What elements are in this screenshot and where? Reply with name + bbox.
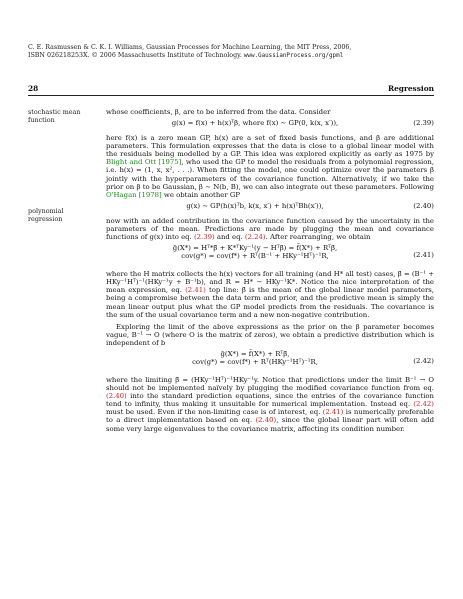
equation-2-42 [106,350,434,374]
margin-note-stochastic-mean: stochastic mean function [28,108,81,124]
equation-2-41-row-2: cov(g*) = cov(f*) + Rᵀ(B⁻¹ + HKy⁻¹Hᵀ)⁻¹R, [181,252,329,261]
equation-2-41-row-1: ḡ(X*) = Hᵀ*β̄ + K*ᵀKy⁻¹(y − Hᵀβ̄) = f̄(X*) + Rᵀβ̄, [172,244,338,253]
ref-eq-2-39[interactable]: (2.39) [193,233,215,242]
section-title: Regression [387,84,434,93]
margin-note-polynomial-regression: polynomial regression [28,207,64,223]
equation-2-39-content: g(x) = f(x) + h(x)ᵀβ, where f(x) ∼ GP(0, k(x, x′)), [171,119,339,128]
paragraph-2-part-a: here f(x) is a zero mean GP, h(x) are a set of fixed basis functions, and β are additional parameters. This formulation expresses that the data is close to a global linear model with the residuals being modelled by a GP. This idea was explored explicitly as early as 1975 by [106,134,434,159]
main-text [106,108,434,433]
equation-2-42-number: (2.42) [413,356,434,365]
ref-eq-2-24[interactable]: (2.24) [244,233,266,242]
ref-eq-2-40-a[interactable]: (2.40) [106,392,127,401]
paragraph-4-part-b: top line: β̄ is the mean of the global linear model parameters, being a compromise between the data term and prior, and the predictive mean is simply the mean linear output plus what the GP model predicts from the residuals. The covariance is the sum of the usual covariance term and a new non-negative contribution. [106,286,434,319]
equation-2-40-content: g(x) ∼ GP(h(x)ᵀb, k(x, x′) + h(x)ᵀBh(x′)), [186,201,324,210]
equation-2-41 [106,244,434,268]
paragraph-6-part-a: where the limiting β̄ = (HKy⁻¹Hᵀ)⁻¹HKy⁻¹y. Notice that predictions under the limit B⁻¹ → O should not be implemented naïvely by plugging the modified covariance function from eq. [106,375,434,393]
paragraph-2 [106,134,434,199]
equation-2-41-number: (2.41) [413,251,434,260]
paragraph-1: whose coefficients, β, are to be inferred from the data. Consider [106,108,331,116]
equation-2-40 [106,202,434,215]
equation-2-42-row-1: ḡ(X*) = f̄(X*) + Rᵀβ̄, [220,349,290,358]
paragraph-3-part-c: . After rearranging, we obtain [265,233,371,242]
equation-2-42-content [106,350,404,366]
citation-ohagan[interactable]: O'Hagan [1978] [106,190,162,199]
copyright-header [28,44,443,60]
ref-eq-2-41[interactable]: (2.41) [185,286,206,295]
paragraph-6 [106,376,434,433]
paragraph-5: Exploring the limit of the above expressions as the prior on the β parameter becomes vague, B⁻¹ → O (where O is the matrix of zeros), we obtain a predictive distribution which is independent of b [106,322,434,347]
ref-eq-2-42[interactable]: (2.42) [413,400,434,409]
paragraph-6-part-e: , since the global linear part will often add some very large eigenvalues to the covariance matrix, affecting its condition number. [106,416,434,433]
equation-2-41-content [106,244,404,260]
paragraph-4-part-a: where the H matrix collects the h(x) vectors for all training (and H* all test) cases, β̄ = (B⁻¹ + HKy⁻¹Hᵀ)⁻¹(HKy⁻¹y + B⁻¹b), and R = H* − HKy⁻¹K*. Notice the nice interpretation of the mean expression, eq. [106,270,434,295]
equation-2-42-row-2: cov(g*) = cov(f*) + Rᵀ(HKy⁻¹Hᵀ)⁻¹R, [192,358,318,367]
ref-eq-2-41-b[interactable]: (2.41) [322,408,344,417]
citation-blight-ott[interactable]: Blight and Ott [1975] [106,158,182,167]
equation-2-39-number: (2.39) [413,119,434,128]
paragraph-6-part-b: into the standard prediction equations, since the entries of the covariance function tend to infinity, thus making it unsuitable for numerical implementation. Instead eq. [106,392,434,409]
paragraph-4 [106,270,434,319]
header-isbn: ISBN 026218253X. [28,52,90,60]
paragraph-2-part-c: we obtain another GP [161,190,240,199]
paragraph-6-part-d: is numerically preferable to a direct implementation based on eq. [106,408,434,425]
paragraph-3 [106,217,434,241]
paragraph-3-part-b: and eq. [214,233,245,242]
header-line-2 [28,52,443,60]
header-copyright: © 2006 Massachusetts Institute of Technology. [91,52,242,60]
paragraph-2-part-b: , who used the GP to model the residuals from a polynomial regression, i.e. h(x) = (1, x, x², . . .). When fitting the model, one could optimize over the parameters β jointly with the hyperparameters of the covariance function. Alternatively, if we take the prior on β to be Gaussian, β ∼ N(b, B), we can also integrate out these parameters. Following [106,158,435,191]
paragraph-3-part-a: now with an added contribution in the covariance function caused by the uncertainty in the parameters of the mean. Predictions are made by plugging the mean and covariance functions of g(x) into eq. [106,216,434,242]
paragraph-6-part-c: must be used. Even if the non-limiting case is of interest, eq. [106,408,323,417]
running-head [28,84,434,96]
equation-2-39 [106,119,434,132]
ref-eq-2-40-b[interactable]: (2.40) [255,416,277,425]
equation-2-40-number: (2.40) [413,201,434,210]
header-url[interactable]: www.GaussianProcess.org/gpml [243,53,344,60]
header-line-1: C. E. Rasmussen & C. K. I. Williams, Gaussian Processes for Machine Learning, the MIT Press, 2006, [28,44,352,51]
page-number: 28 [28,84,39,93]
